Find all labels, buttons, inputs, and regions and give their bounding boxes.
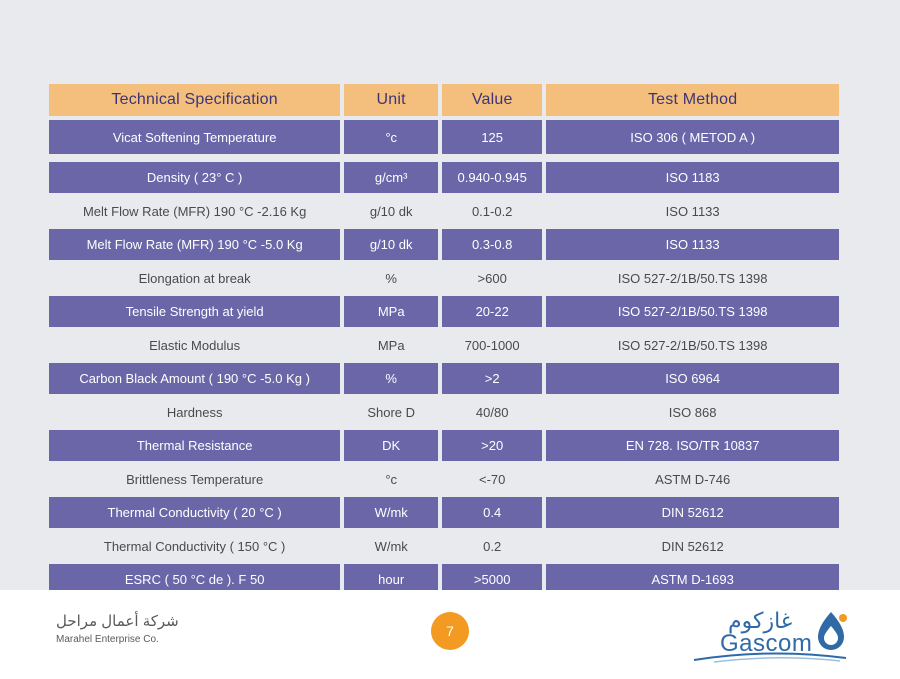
cell-value: 0.3-0.8 [442, 229, 542, 260]
brand-name-arabic: غازكوم [728, 608, 793, 633]
cell-method: ISO 527-2/1B/50.TS 1398 [546, 331, 839, 359]
gas-flame-icon [814, 610, 848, 650]
cell-spec: Melt Flow Rate (MFR) 190 °C -5.0 Kg [49, 229, 340, 260]
cell-value: 20-22 [442, 296, 542, 327]
cell-method: ISO 1133 [546, 197, 839, 225]
footer [0, 590, 900, 679]
brand-name-latin: Gascom [720, 630, 813, 657]
cell-value: 0.2 [442, 532, 542, 560]
cell-spec: Tensile Strength at yield [49, 296, 340, 327]
cell-spec: Vicat Softening Temperature [49, 120, 340, 154]
cell-method: EN 728. ISO/TR 10837 [546, 430, 839, 461]
cell-unit: MPa [344, 296, 438, 327]
cell-method: ISO 527-2/1B/50.TS 1398 [546, 264, 839, 292]
header-unit: Unit [344, 84, 438, 116]
cell-unit: % [344, 363, 438, 394]
cell-unit: hour [344, 564, 438, 595]
cell-unit: DK [344, 430, 438, 461]
cell-spec: Brittleness Temperature [49, 465, 340, 493]
cell-unit: Shore D [344, 398, 438, 426]
table-row [49, 532, 839, 560]
cell-method: ISO 868 [546, 398, 839, 426]
cell-spec: Elongation at break [49, 264, 340, 292]
table-row [49, 264, 839, 292]
cell-value: 40/80 [442, 398, 542, 426]
cell-spec: Thermal Resistance [49, 430, 340, 461]
company-name-latin: Marahel Enterprise Co. [56, 634, 159, 645]
cell-spec: Melt Flow Rate (MFR) 190 °C -2.16 Kg [49, 197, 340, 225]
cell-unit: g/cm³ [344, 162, 438, 193]
cell-value: 700-1000 [442, 331, 542, 359]
table-row [49, 197, 839, 225]
cell-value: 0.4 [442, 497, 542, 528]
cell-method: ISO 6964 [546, 363, 839, 394]
cell-unit: g/10 dk [344, 229, 438, 260]
cell-spec: Density ( 23° C ) [49, 162, 340, 193]
cell-method: ISO 1133 [546, 229, 839, 260]
table-row [49, 162, 839, 193]
cell-unit: W/mk [344, 532, 438, 560]
table-row [49, 331, 839, 359]
cell-spec: Thermal Conductivity ( 150 °C ) [49, 532, 340, 560]
company-name-arabic: شركة أعمال مراحل [56, 613, 179, 630]
brand-logo [690, 606, 850, 666]
cell-unit: W/mk [344, 497, 438, 528]
table-row [49, 120, 839, 154]
cell-method: DIN 52612 [546, 532, 839, 560]
cell-spec: ESRC ( 50 °C de ). F 50 [49, 564, 340, 595]
cell-value: >5000 [442, 564, 542, 595]
cell-value: 0.1-0.2 [442, 197, 542, 225]
table-row [49, 465, 839, 493]
cell-spec: Thermal Conductivity ( 20 °C ) [49, 497, 340, 528]
cell-value: >20 [442, 430, 542, 461]
page-number-badge: 7 [431, 612, 469, 650]
table-row [49, 497, 839, 528]
cell-method: DIN 52612 [546, 497, 839, 528]
cell-method: ISO 306 ( METOD A ) [546, 120, 839, 154]
company-logo [56, 612, 179, 645]
cell-unit: MPa [344, 331, 438, 359]
table-row [49, 296, 839, 327]
cell-value: >2 [442, 363, 542, 394]
cell-unit: °c [344, 465, 438, 493]
cell-method: ISO 527-2/1B/50.TS 1398 [546, 296, 839, 327]
table-row [49, 229, 839, 260]
header-value: Value [442, 84, 542, 116]
cell-value: <-70 [442, 465, 542, 493]
table-header-row [49, 84, 839, 116]
cell-method: ASTM D-746 [546, 465, 839, 493]
cell-unit: % [344, 264, 438, 292]
cell-spec: Carbon Black Amount ( 190 °C -5.0 Kg ) [49, 363, 340, 394]
table-row [49, 430, 839, 461]
cell-unit: g/10 dk [344, 197, 438, 225]
cell-spec: Elastic Modulus [49, 331, 340, 359]
spec-table [45, 80, 843, 599]
table-row [49, 398, 839, 426]
cell-value: >600 [442, 264, 542, 292]
header-method: Test Method [546, 84, 839, 116]
brand-swoosh-icon [690, 650, 850, 664]
cell-spec: Hardness [49, 398, 340, 426]
cell-unit: °c [344, 120, 438, 154]
table-row [49, 363, 839, 394]
cell-method: ISO 1183 [546, 162, 839, 193]
cell-value: 125 [442, 120, 542, 154]
header-spec: Technical Specification [49, 84, 340, 116]
cell-method: ASTM D-1693 [546, 564, 839, 595]
cell-value: 0.940-0.945 [442, 162, 542, 193]
